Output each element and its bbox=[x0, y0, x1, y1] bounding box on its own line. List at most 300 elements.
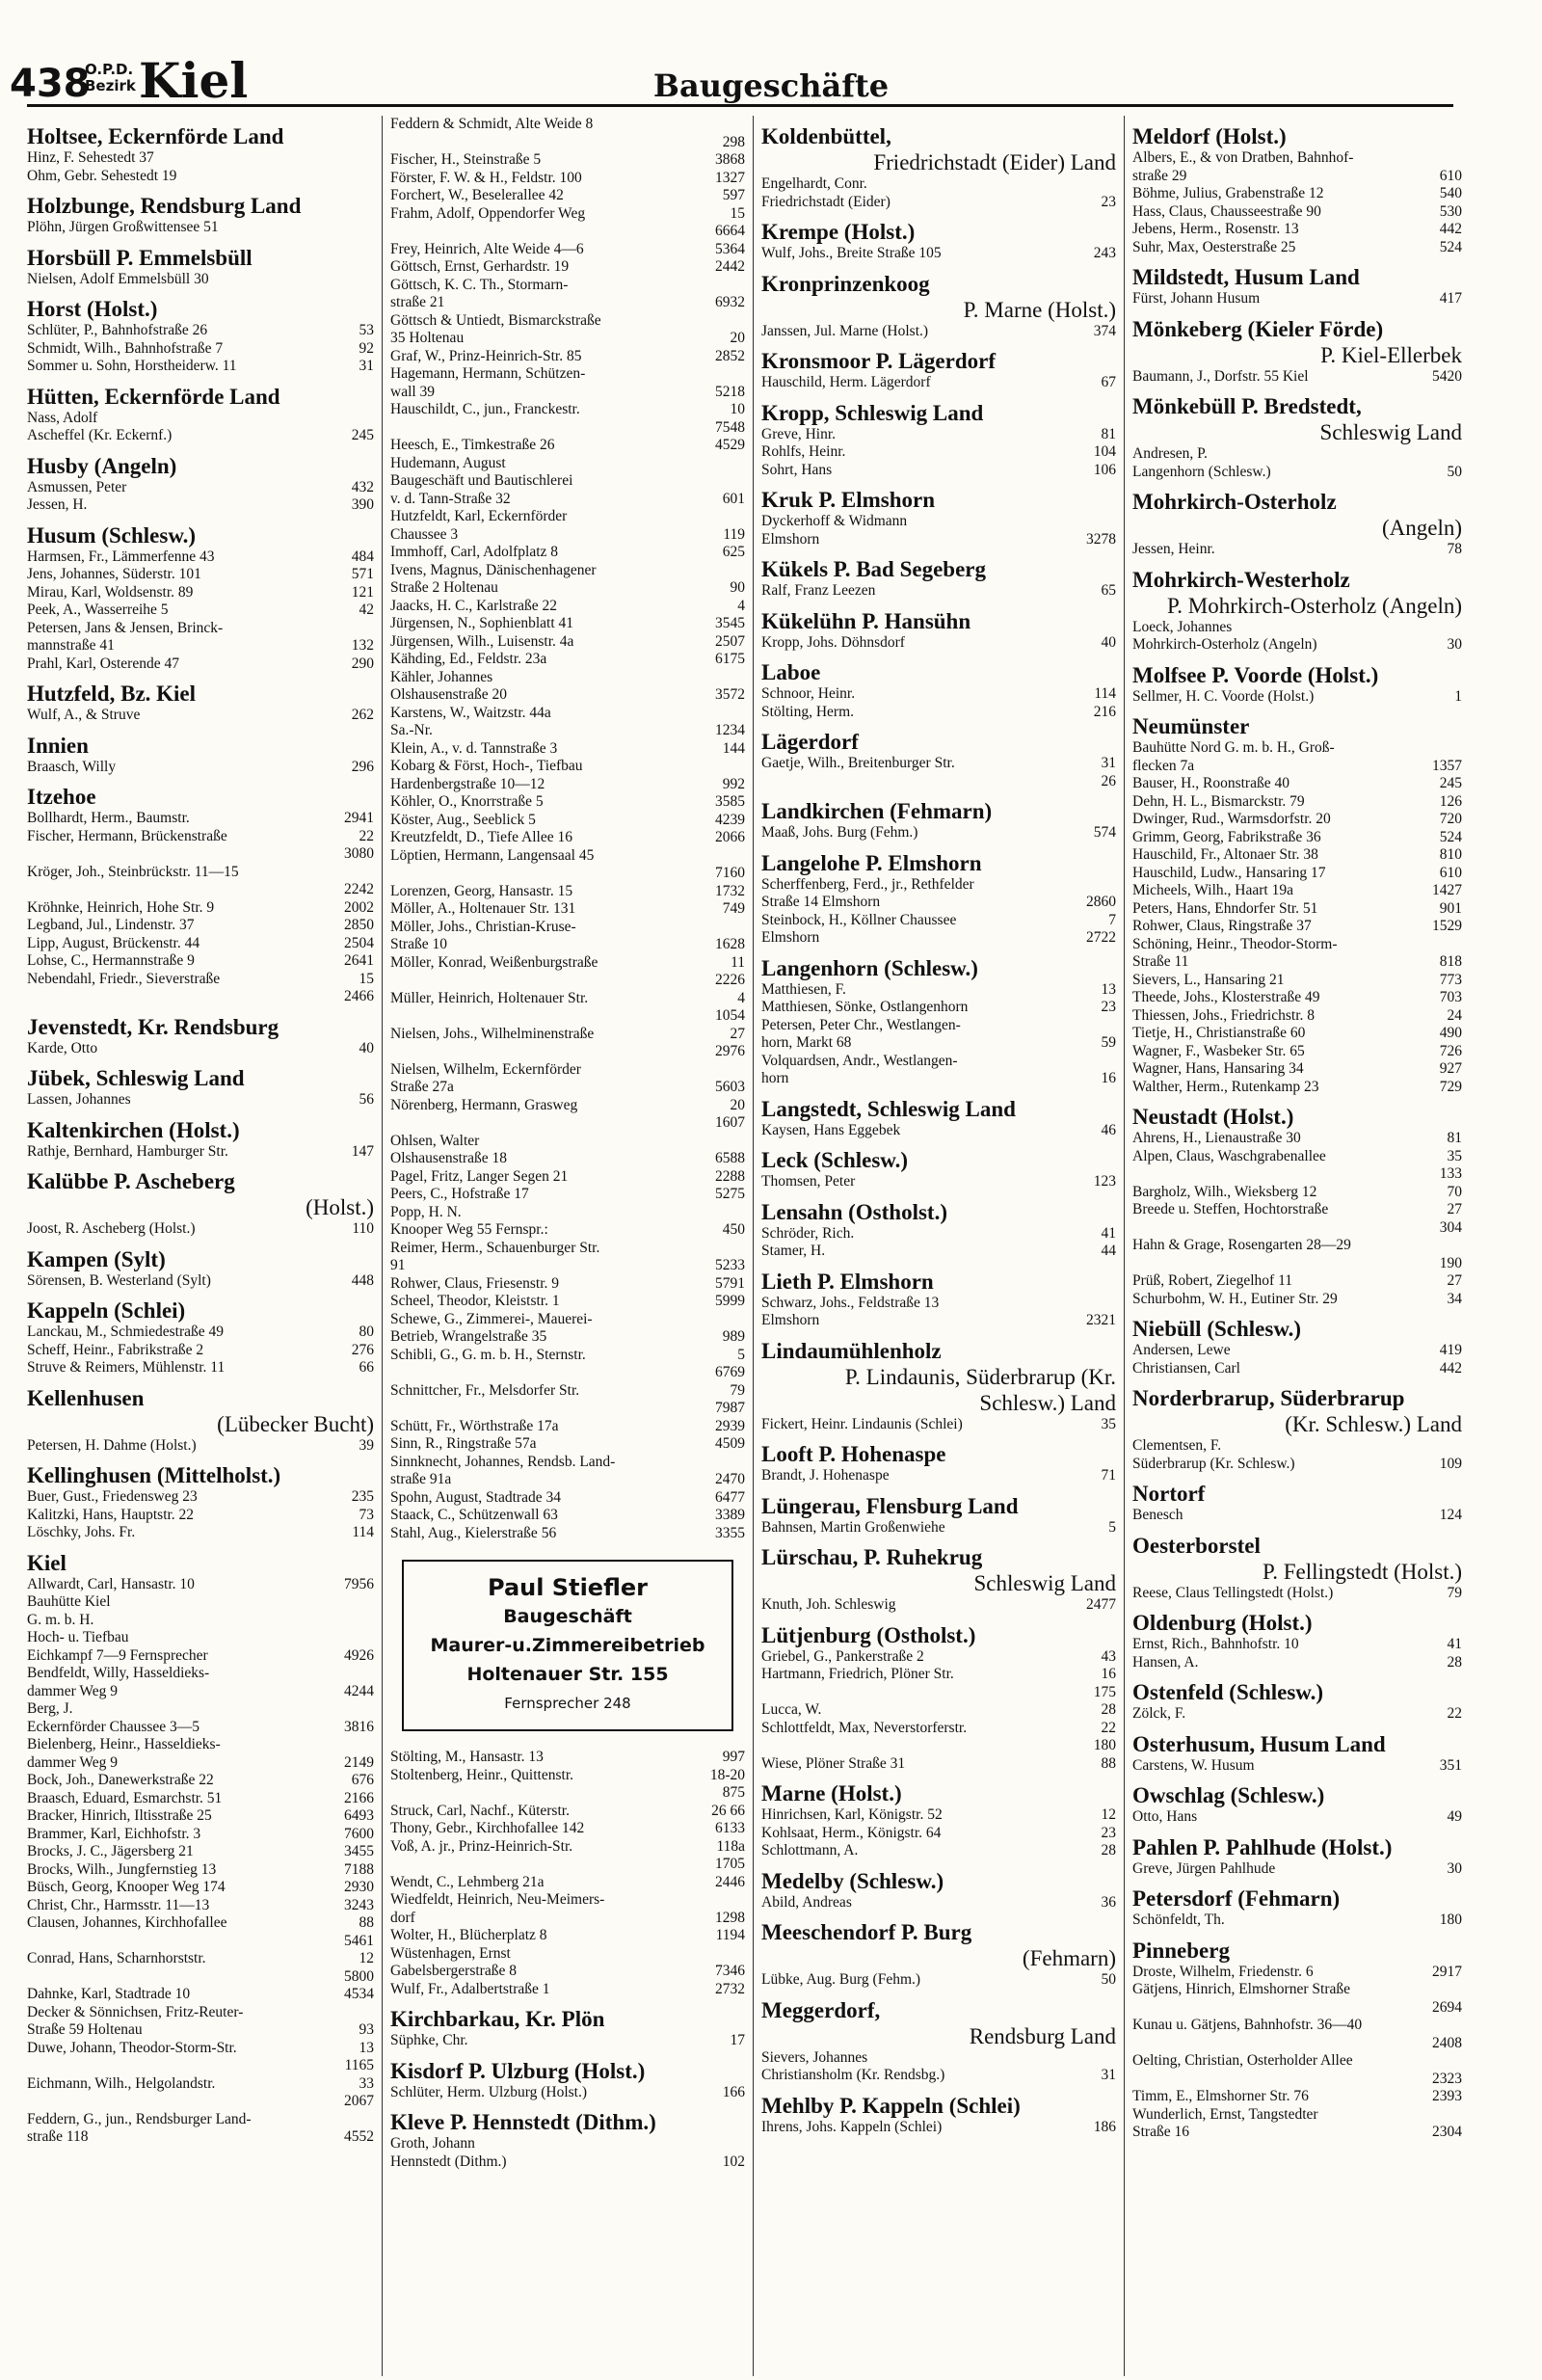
place-heading: Kirchbarkau, Kr. Plön bbox=[390, 2007, 605, 2031]
listing-text: Löschky, Johs. Fr. bbox=[27, 1524, 136, 1540]
listing-text: Wagner, F., Wasbeker Str. 65 bbox=[1132, 1042, 1305, 1059]
listing-entry bbox=[761, 1173, 1116, 1191]
listing-phone: 11 bbox=[731, 953, 745, 971]
listing-text: Wolter, H., Blücherplatz 8 bbox=[390, 1927, 547, 1943]
listing-entry bbox=[390, 793, 745, 812]
listing-phone: 703 bbox=[1439, 989, 1462, 1005]
listing-text: Kähding, Ed., Feldstr. 23a bbox=[390, 651, 547, 667]
listing-phone: 2002 bbox=[344, 898, 374, 916]
listing-text: Loeck, Johannes bbox=[1132, 618, 1233, 635]
listing-phone: 2507 bbox=[715, 632, 745, 650]
listing-entry bbox=[27, 1879, 374, 1897]
listing-phone: 262 bbox=[351, 707, 374, 723]
listing-entry bbox=[390, 865, 745, 883]
listing-phone: 39 bbox=[359, 1436, 374, 1454]
listing-text: Lohse, C., Hermannstraße 9 bbox=[27, 952, 195, 969]
place-section bbox=[1132, 1481, 1462, 1525]
listing-entry bbox=[1132, 2071, 1462, 2089]
listing-entry bbox=[761, 194, 1116, 212]
listing-entry bbox=[1132, 2035, 1462, 2053]
place-section bbox=[390, 2058, 745, 2102]
listing-entry bbox=[1132, 1999, 1462, 2018]
listing-text: Fischer, H., Steinstraße 5 bbox=[390, 151, 542, 168]
place-heading: Langenhorn (Schlesw.) bbox=[761, 955, 978, 980]
listing-text: Volquardsen, Andr., Westlangen- bbox=[761, 1052, 958, 1069]
listing-entry bbox=[27, 2057, 374, 2075]
listing-phone: 1194 bbox=[715, 1927, 745, 1943]
listing-phone: 6664 bbox=[715, 223, 745, 239]
listing-text: Reese, Claus Tellingstedt (Holst.) bbox=[1132, 1584, 1334, 1601]
listing-text: Knooper Weg 55 Fernspr.: bbox=[390, 1221, 548, 1238]
listing-entry bbox=[390, 1061, 745, 1080]
place-section bbox=[27, 1550, 374, 2147]
listing-phone: 17 bbox=[730, 2032, 745, 2048]
listing-text: Wagner, Hans, Hansaring 34 bbox=[1132, 1060, 1304, 1077]
place-heading: Kellinghusen (Mittelholst.) bbox=[27, 1463, 281, 1487]
listing-entry bbox=[390, 1981, 745, 1999]
listing-entry bbox=[1132, 989, 1462, 1007]
listing-text: Petersen, Jans & Jensen, Brinck- bbox=[27, 619, 224, 636]
listing-entry bbox=[1132, 203, 1462, 222]
listing-text: Hardenbergstraße 10—12 bbox=[390, 775, 545, 792]
listing-text: Schönfeldt, Th. bbox=[1132, 1912, 1225, 1928]
place-section bbox=[27, 733, 374, 777]
listing-text: Schütt, Fr., Wörthstraße 17a bbox=[390, 1417, 559, 1434]
listing-entry bbox=[1132, 739, 1462, 758]
listing-phone: 79 bbox=[1447, 1584, 1462, 1601]
listing-phone: 2304 bbox=[1432, 2124, 1462, 2140]
listing-phone: 2323 bbox=[1432, 2070, 1462, 2087]
listing-phone: 625 bbox=[722, 544, 745, 560]
listing-text: Schmidt, Wilh., Bahnhofstraße 7 bbox=[27, 339, 224, 357]
listing-entry bbox=[1132, 1272, 1462, 1291]
listing-text: Sievers, L., Hansaring 21 bbox=[1132, 971, 1285, 988]
place-heading: Kampen (Sylt) bbox=[27, 1246, 166, 1271]
listing-entry bbox=[1132, 1757, 1462, 1776]
listing-entry bbox=[390, 1204, 745, 1222]
listing-text: Peters, Hans, Ehndorfer Str. 51 bbox=[1132, 899, 1318, 917]
listing-entry bbox=[390, 1471, 745, 1489]
listing-entry bbox=[761, 1034, 1116, 1053]
listing-text: Nörenberg, Hermann, Grasweg bbox=[390, 1096, 578, 1113]
listing-phone: 27 bbox=[730, 1025, 745, 1042]
listing-phone: 4244 bbox=[344, 1682, 374, 1699]
listing-text: Möller, Johs., Christian-Kruse- bbox=[390, 918, 576, 935]
listing-entry bbox=[390, 1079, 745, 1097]
listing-text: Reimer, Herm., Schauenburger Str. bbox=[390, 1239, 600, 1256]
listing-phone: 6588 bbox=[715, 1150, 745, 1166]
listing-entry bbox=[1132, 1079, 1462, 1097]
listing-text: Wulf, A., & Struve bbox=[27, 707, 141, 723]
listing-entry bbox=[390, 829, 745, 847]
listing-text: Süderbrarup (Kr. Schlesw.) bbox=[1132, 1455, 1295, 1472]
listing-entry bbox=[27, 864, 374, 882]
listing-entry bbox=[390, 330, 745, 348]
listing-entry bbox=[1132, 1060, 1462, 1079]
listing-text: Brandt, J. Hohenaspe bbox=[761, 1467, 890, 1484]
listing-text: Ralf, Franz Leezen bbox=[761, 582, 876, 599]
listing-phone: 2852 bbox=[715, 347, 745, 364]
listing-text: Decker & Sönnichsen, Fritz-Reuter- bbox=[27, 2003, 244, 2020]
listing-entry bbox=[1132, 793, 1462, 812]
listing-phone: 2066 bbox=[715, 829, 745, 845]
listing-text: Heesch, E., Timkestraße 26 bbox=[390, 437, 555, 453]
listing-entry bbox=[27, 1576, 374, 1594]
listing-text: Nielsen, Johs., Wilhelminenstraße bbox=[390, 1025, 595, 1042]
listing-text: Rohwer, Claus, Ringstraße 37 bbox=[1132, 918, 1312, 934]
place-heading: Lindaumühlenholz bbox=[761, 1338, 942, 1363]
listing-entry bbox=[27, 1040, 374, 1058]
listing-text: Fürst, Johann Husum bbox=[1132, 290, 1261, 307]
listing-entry bbox=[390, 437, 745, 455]
listing-entry bbox=[27, 988, 374, 1006]
listing-entry bbox=[27, 1700, 374, 1719]
listing-phone: 123 bbox=[1093, 1173, 1116, 1190]
listing-text: Timm, E., Elmshorner Str. 76 bbox=[1132, 2088, 1309, 2104]
listing-phone: 18-20 bbox=[709, 1766, 745, 1783]
listing-entry bbox=[27, 2004, 374, 2022]
place-section bbox=[1132, 713, 1462, 1096]
listing-text: Jebens, Herm., Rosenstr. 13 bbox=[1132, 221, 1299, 237]
listing-phone: 448 bbox=[351, 1271, 374, 1289]
listing-entry bbox=[390, 472, 745, 491]
listing-phone: 3389 bbox=[715, 1507, 745, 1523]
listing-entry bbox=[27, 637, 374, 655]
listing-entry bbox=[1132, 1360, 1462, 1378]
listing-text: Dyckerhoff & Widmann bbox=[761, 513, 908, 529]
place-heading-cont: Rendsburg Land bbox=[969, 2023, 1116, 2048]
listing-entry bbox=[761, 513, 1116, 531]
listing-phone: 42 bbox=[359, 602, 374, 618]
listing-phone: 35 bbox=[1447, 1147, 1462, 1164]
listing-phone: 7548 bbox=[715, 418, 745, 436]
listing-phone: 2477 bbox=[1086, 1596, 1116, 1613]
place-section bbox=[1132, 662, 1462, 707]
place-section bbox=[1132, 264, 1462, 308]
listing-phone: 50 bbox=[1101, 1971, 1116, 1988]
listing-entry bbox=[27, 149, 374, 168]
ad-phone: Fernsprecher 248 bbox=[504, 1695, 631, 1712]
listing-phone: 16 bbox=[1101, 1070, 1116, 1086]
listing-entry bbox=[761, 2119, 1116, 2137]
listing-text: Nass, Adolf bbox=[27, 409, 98, 426]
listing-phone: 1732 bbox=[715, 882, 745, 899]
listing-entry bbox=[761, 374, 1116, 392]
listing-phone: 7600 bbox=[344, 1825, 374, 1842]
listing-entry bbox=[761, 582, 1116, 601]
listing-text: Kähler, Johannes bbox=[390, 668, 493, 685]
listing-entry bbox=[27, 1986, 374, 2004]
listing-phone: 5275 bbox=[715, 1186, 745, 1202]
listing-phone: 450 bbox=[722, 1221, 745, 1238]
place-section bbox=[1132, 1533, 1462, 1603]
listing-text: Hauschild, Ludw., Hansaring 17 bbox=[1132, 864, 1326, 881]
listing-phone: 997 bbox=[722, 1749, 745, 1765]
place-section bbox=[27, 1462, 374, 1542]
listing-phone: 2288 bbox=[715, 1167, 745, 1185]
listing-entry bbox=[390, 116, 745, 134]
listing-phone: 720 bbox=[1439, 811, 1462, 827]
listing-text: Lassen, Johannes bbox=[27, 1091, 131, 1108]
listing-phone: 6133 bbox=[715, 1820, 745, 1836]
listing-phone: 7 bbox=[1108, 911, 1116, 928]
listing-phone: 2930 bbox=[344, 1879, 374, 1895]
listing-phone: 124 bbox=[1439, 1507, 1462, 1523]
listing-phone: 4 bbox=[737, 597, 745, 614]
listing-phone: 296 bbox=[351, 758, 374, 775]
listing-phone: 4552 bbox=[344, 2128, 374, 2145]
listing-text: Rohlfs, Heinr. bbox=[761, 443, 846, 460]
listing-entry bbox=[1132, 239, 1462, 257]
listing-text: Harmsen, Fr., Lämmerfenne 43 bbox=[27, 548, 215, 565]
listing-phone: 23 bbox=[1101, 999, 1116, 1015]
listing-text bbox=[1132, 1165, 1434, 1184]
listing-phone: 118a bbox=[716, 1837, 745, 1855]
listing-text: Hutzfeldt, Karl, Eckernförder bbox=[390, 508, 568, 524]
listing-phone: 901 bbox=[1439, 899, 1462, 917]
listing-phone: 1607 bbox=[715, 1114, 745, 1131]
listing-phone: 109 bbox=[1439, 1455, 1462, 1472]
listing-entry bbox=[761, 1701, 1116, 1720]
listing-phone: 114 bbox=[1094, 685, 1116, 702]
listing-phone: 15 bbox=[730, 204, 745, 222]
listing-phone: 351 bbox=[1439, 1756, 1462, 1774]
listing-entry bbox=[390, 170, 745, 188]
listing-phone: 23 bbox=[1101, 1824, 1116, 1841]
listing-entry bbox=[390, 1168, 745, 1187]
place-section bbox=[761, 1868, 1116, 1912]
listing-phone: 2850 bbox=[344, 917, 374, 933]
listing-entry bbox=[1132, 185, 1462, 203]
place-section bbox=[1132, 1104, 1462, 1308]
listing-text: Ivens, Magnus, Dänischenhagener bbox=[390, 561, 597, 578]
place-heading: Mohrkirch-Westerholz bbox=[1132, 567, 1350, 592]
listing-phone: 5999 bbox=[715, 1293, 745, 1309]
listing-text bbox=[27, 988, 338, 1006]
listing-entry bbox=[1132, 541, 1462, 559]
listing-entry bbox=[390, 241, 745, 259]
listing-text: Thomsen, Peter bbox=[761, 1173, 856, 1190]
column-divider bbox=[753, 116, 754, 2376]
listing-text: Kunau u. Gätjens, Bahnhofstr. 36—40 bbox=[1132, 2017, 1363, 2033]
listing-entry bbox=[27, 1524, 374, 1542]
listing-text bbox=[390, 419, 709, 438]
listing-entry bbox=[390, 1382, 745, 1401]
listing-entry bbox=[1132, 688, 1462, 707]
listing-entry bbox=[761, 1842, 1116, 1860]
listing-entry bbox=[761, 1017, 1116, 1035]
listing-text: Gaetje, Wilh., Breitenburger Str. bbox=[761, 755, 955, 771]
listing-phone: 30 bbox=[1447, 636, 1462, 653]
listing-text: Duwe, Johann, Theodor-Storm-Str. bbox=[27, 2039, 237, 2056]
listing-entry bbox=[27, 584, 374, 602]
listing-entry bbox=[390, 1435, 745, 1454]
listing-phone: 70 bbox=[1447, 1183, 1462, 1200]
listing-phone: 4534 bbox=[344, 1986, 374, 2002]
listing-entry bbox=[1132, 1860, 1462, 1879]
listing-text: Straße 10 bbox=[390, 936, 447, 952]
place-section bbox=[761, 1493, 1116, 1538]
listing-entry bbox=[761, 999, 1116, 1017]
listing-text bbox=[27, 881, 338, 899]
place-heading: Neumünster bbox=[1132, 714, 1250, 738]
listing-phone: 12 bbox=[359, 1950, 374, 1966]
listing-entry bbox=[27, 1897, 374, 1915]
listing-phone: 676 bbox=[351, 1772, 374, 1788]
ad-address: Holtenauer Str. 155 bbox=[466, 1664, 669, 1685]
listing-text: Schwarz, Johs., Feldstraße 13 bbox=[761, 1294, 940, 1311]
listing-phone: 1628 bbox=[715, 936, 745, 952]
column-4 bbox=[1132, 116, 1462, 2376]
listing-text bbox=[390, 1114, 709, 1133]
listing-entry bbox=[27, 828, 374, 846]
listing-text: Sohrt, Hans bbox=[761, 461, 833, 478]
listing-entry bbox=[27, 1143, 374, 1162]
listing-entry bbox=[27, 1593, 374, 1612]
listing-phone: 4926 bbox=[344, 1646, 374, 1664]
listing-entry bbox=[390, 1418, 745, 1436]
listing-text: Bauhütte Kiel bbox=[27, 1593, 111, 1610]
listing-text: Wunderlich, Ernst, Tangstedter bbox=[1132, 2105, 1318, 2123]
place-section bbox=[761, 608, 1116, 653]
place-heading: Kleve P. Hennstedt (Dithm.) bbox=[390, 2110, 656, 2134]
listing-entry bbox=[1132, 1705, 1462, 1724]
listing-entry bbox=[390, 1454, 745, 1472]
listing-phone: 1234 bbox=[715, 722, 745, 738]
listing-phone: 166 bbox=[722, 2083, 745, 2100]
listing-phone: 79 bbox=[730, 1381, 745, 1399]
ad-company-name: Paul Stiefler bbox=[488, 1574, 648, 1601]
listing-text: Sievers, Johannes bbox=[761, 2048, 868, 2066]
listing-entry bbox=[27, 340, 374, 359]
place-heading: Holtsee, Eckernförde Land bbox=[27, 124, 284, 148]
listing-entry bbox=[761, 634, 1116, 653]
listing-text bbox=[27, 845, 338, 864]
place-section bbox=[27, 123, 374, 185]
place-heading: Horst (Holst.) bbox=[27, 297, 158, 321]
listing-entry bbox=[1132, 1808, 1462, 1827]
listing-text: Berg, J. bbox=[27, 1700, 73, 1717]
listing-text: Schewe, G., Zimmerei-, Mauerei- bbox=[390, 1310, 593, 1327]
listing-phone: 88 bbox=[1101, 1754, 1116, 1772]
listing-entry bbox=[27, 548, 374, 567]
place-heading: Husby (Angeln) bbox=[27, 453, 177, 478]
listing-phone: 490 bbox=[1439, 1025, 1462, 1041]
listing-text: Kropp, Johs. Döhnsdorf bbox=[761, 633, 905, 651]
listing-phone: 2166 bbox=[344, 1789, 374, 1806]
place-section bbox=[761, 659, 1116, 721]
listing-phone: 2470 bbox=[715, 1471, 745, 1487]
listing-text: Graf, W., Prinz-Heinrich-Str. 85 bbox=[390, 347, 582, 364]
place-heading-cont: Friedrichstadt (Eider) Land bbox=[873, 150, 1116, 174]
listing-entry bbox=[1132, 2052, 1462, 2071]
listing-text: Stoltenberg, Heinr., Quittenstr. bbox=[390, 1766, 574, 1783]
listing-phone: 729 bbox=[1439, 1078, 1462, 1095]
listing-text: horn bbox=[761, 1070, 789, 1086]
listing-text: dorf bbox=[390, 1909, 415, 1926]
place-section bbox=[27, 1117, 374, 1162]
listing-entry bbox=[390, 1838, 745, 1857]
listing-text: Sinn, R., Ringstraße 57a bbox=[390, 1435, 537, 1452]
listing-phone: 7160 bbox=[715, 865, 745, 881]
place-heading: Petersdorf (Fehmarn) bbox=[1132, 1886, 1341, 1911]
listing-entry bbox=[27, 1629, 374, 1647]
listing-entry bbox=[27, 1507, 374, 1525]
listing-entry bbox=[1132, 1912, 1462, 1930]
listing-phone: 30 bbox=[1447, 1859, 1462, 1877]
listing-entry bbox=[27, 1754, 374, 1773]
listing-entry bbox=[390, 1221, 745, 1240]
listing-entry bbox=[390, 1749, 745, 1767]
listing-text bbox=[761, 1684, 1088, 1702]
listing-text: Hinrichsen, Karl, Königstr. 52 bbox=[761, 1806, 943, 1823]
listing-entry bbox=[761, 1755, 1116, 1774]
place-heading-cont: P. Lindaunis, Süderbrarup (Kr. Schlesw.) Land bbox=[844, 1364, 1116, 1415]
listing-text: Voß, A. jr., Prinz-Heinrich-Str. bbox=[390, 1837, 573, 1855]
listing-phone: 15 bbox=[359, 970, 374, 987]
listing-entry bbox=[1132, 1342, 1462, 1360]
listing-phone: 24 bbox=[1447, 1006, 1462, 1024]
listing-entry bbox=[27, 2093, 374, 2111]
listing-entry bbox=[27, 1437, 374, 1456]
listing-phone: 992 bbox=[722, 775, 745, 792]
listing-phone: 4509 bbox=[715, 1435, 745, 1452]
listing-text: Köhler, O., Knorrstraße 5 bbox=[390, 793, 544, 810]
listing-text: Kalitzki, Hans, Hauptstr. 22 bbox=[27, 1506, 195, 1523]
listing-text: straße 29 bbox=[1132, 167, 1187, 184]
listing-entry bbox=[390, 615, 745, 633]
listing-text: Thiessen, Johs., Friedrichstr. 8 bbox=[1132, 1006, 1315, 1024]
place-section bbox=[761, 348, 1116, 392]
listing-entry bbox=[390, 455, 745, 473]
listing-text: Sinnknecht, Johannes, Rendsb. Land- bbox=[390, 1453, 616, 1470]
place-section bbox=[27, 1168, 374, 1239]
listing-text: Christ, Chr., Harmsstr. 11—13 bbox=[27, 1896, 210, 1913]
listing-phone: 5233 bbox=[715, 1257, 745, 1273]
place-section bbox=[27, 245, 374, 289]
listing-entry bbox=[27, 1861, 374, 1880]
listing-text: Stahl, Aug., Kielerstraße 56 bbox=[390, 1524, 557, 1541]
listing-entry bbox=[390, 669, 745, 687]
listing-entry bbox=[27, 1807, 374, 1826]
listing-text: Scherffenberg, Ferd., jr., Rethfelder bbox=[761, 875, 974, 893]
listing-text bbox=[1132, 1255, 1434, 1273]
listing-phone: 290 bbox=[351, 655, 374, 672]
listing-text: v. d. Tann-Straße 32 bbox=[390, 490, 511, 507]
listing-phone: 3455 bbox=[344, 1843, 374, 1859]
place-section bbox=[390, 2109, 745, 2171]
listing-entry bbox=[761, 1596, 1116, 1615]
listing-entry bbox=[1132, 1981, 1462, 1999]
listing-entry bbox=[761, 824, 1116, 842]
listing-text: Elmshorn bbox=[761, 1312, 820, 1328]
listing-phone: 7346 bbox=[715, 1963, 745, 1979]
place-heading: Kronprinzenkoog bbox=[761, 271, 930, 296]
column-divider bbox=[382, 116, 383, 2376]
listing-entry bbox=[27, 1914, 374, 1933]
listing-text bbox=[390, 1856, 709, 1874]
listing-entry bbox=[390, 919, 745, 937]
listing-entry bbox=[27, 1324, 374, 1342]
listing-text: Feddern & Schmidt, Alte Weide 8 bbox=[390, 116, 594, 132]
place-section bbox=[27, 1297, 374, 1377]
listing-phone: 43 bbox=[1101, 1647, 1116, 1665]
listing-text: Hauschildt, C., jun., Franckestr. bbox=[390, 401, 580, 417]
listing-phone: 102 bbox=[722, 2153, 745, 2170]
listing-entry bbox=[390, 1293, 745, 1311]
place-section bbox=[761, 1147, 1116, 1191]
listing-phone: 875 bbox=[722, 1784, 745, 1801]
